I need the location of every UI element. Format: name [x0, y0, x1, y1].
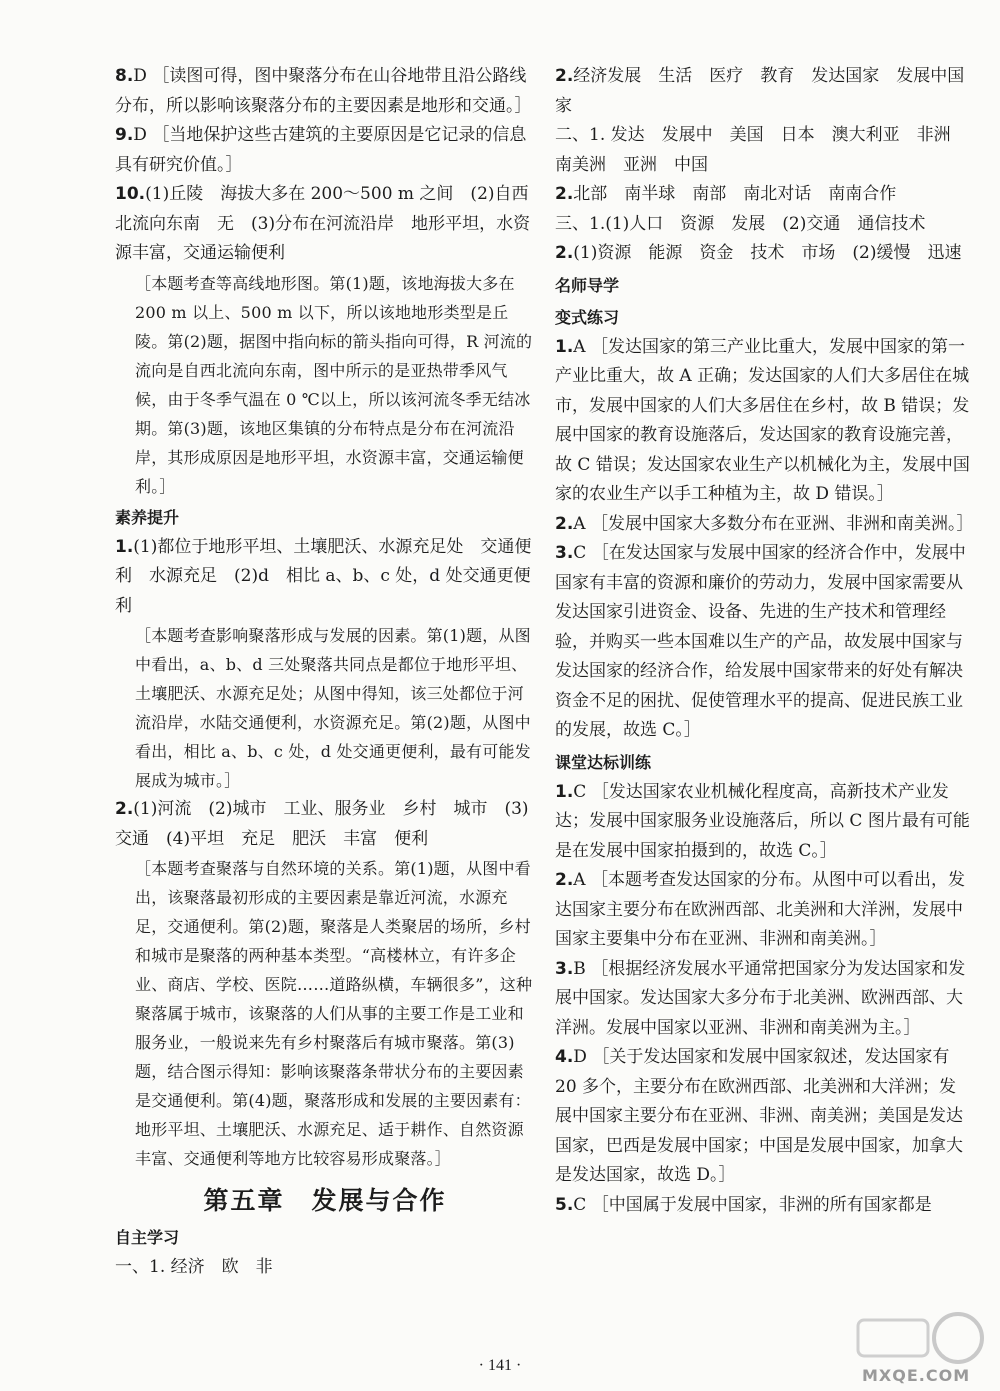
self-study-answer-1: 一、1. 经济 欧 非: [115, 1257, 273, 1277]
self-study-answer-5: 三、1.(1)人口 资源 发展 (2)交通 通信技术: [555, 213, 926, 234]
variant-answer-3: 3.C ［在发达国家与发展中国家的经济合作中，发展中国家有丰富的资源和廉价的劳动力，发展中国家需要从发达国家引进资金、设备、先进的生产技术和管理经验，并购买一些本国难以生产的产品，故发展中国家与发达国家的经济合作，给发展中国家带来的好处有解决资金不足的困扰、促使管理水平的提高、促进民族工业的发展，故选 C。］: [555, 543, 966, 740]
section-heading: 自主学习: [115, 1228, 180, 1247]
variant-answer-2: 2.A ［发展中国家大多数分布在亚洲、非洲和南美洲。］: [555, 513, 974, 534]
literacy-answer-2-explanation: ［本题考查聚落与自然环境的关系。第(1)题，从图中看出，该聚落最初形成的主要因素是靠近河流，水源充足，交通便利。第(2)题，聚落是人类聚居的场所，乡村和城市是聚落的两种基本类型。“高楼林立，有许多企业、商店、学校、医院……道路纵横，车辆很多”，这种聚落属于城市，该聚落的人们从事的主要工作是工业和服务业，一般说来先有乡村聚落后有城市聚落。第(3)题，结合图示得知：影响该聚落条带状分布的主要因素是交通便利。第(4)题，聚落形成和发展的主要因素有：地形平坦、土壤肥沃、水源充足、适于耕作、自然资源丰富、交通便利等地方比较容易形成聚落。］: [135, 859, 533, 1168]
answer-10: 10.(1)丘陵 海拔大多在 200～500 m 之间 (2)自西北流向东南 无 (3)分布在河流沿岸 地形平坦，水资源丰富，交通运输便利: [115, 184, 531, 263]
section-heading: 课堂达标训练: [555, 752, 652, 772]
literacy-answer-1-explanation: ［本题考查影响聚落形成与发展的因素。第(1)题，从图中看出，a、b、d 三处聚落共同点是都位于地形平坦、土壤肥沃、水源充足处；从图中得知，该三处都位于河流沿岸，水陆交通便利，水资源充足。第(2)题，从图中看出，相比 a、b、c 处，d 处交通更便利，最有可能发展成为城市。］: [135, 626, 531, 790]
class-answer-4: 4.D ［关于发达国家和发展中国家叙述，发达国家有 20 多个，主要分布在欧洲西部、北美洲和大洋洲；发展中国家主要分布在亚洲、非洲、南美洲；美国是发达国家，巴西是发展中国家；中国是发展中国家，加拿大是发达国家，故选 D。］: [555, 1047, 963, 1185]
self-study-answer-6: 2.(1)资源 能源 资金 技术 市场 (2)缓慢 迅速: [555, 243, 962, 263]
class-answer-1: 1.C ［发达国家农业机械化程度高，高新技术产业发达；发展中国家服务业设施落后，所以 C 图片最有可能是在发展中国家拍摄到的，故选 C。］: [555, 781, 970, 861]
variant-answer-1: 1.A ［发达国家的第三产业比重大，发展中国家的第一产业比重大，故 A 正确；发达国家的人们大多居住在城市，发展中国家的人们大多居住在乡村，故 B 错误；发展中国家的教育设施落后，发达国家的教育设施完善，故 C 错误；发达国家农业生产以机械化为主，发展中国家的农业生产以手工种植为主，故 D 错误。］: [555, 336, 970, 504]
section-heading: 素养提升: [115, 507, 180, 527]
page-number: · 141 ·: [478, 1357, 522, 1374]
left-column: [115, 62, 535, 1283]
right-column: [555, 62, 974, 1220]
section-heading: 变式练习: [555, 307, 620, 327]
class-answer-3: 3.B ［根据经济发展水平通常把国家分为发达国家和发展中国家。发达国家大多分布于北美洲、欧洲西部、大洋洲。发展中国家以亚洲、非洲和南美洲为主。］: [555, 958, 966, 1038]
literacy-answer-2: 2.(1)河流 (2)城市 工业、服务业 乡村 城市 (3)交通 (4)平坦 充足 肥沃 丰富 便利: [115, 799, 529, 849]
chapter-title: 第五章 发展与合作: [203, 1186, 447, 1215]
self-study-answer-3: 二、1. 发达 发展中 美国 日本 澳大利亚 非洲 南美洲 亚洲 中国: [555, 125, 968, 175]
literacy-answer-1: 1.(1)都位于地形平坦、土壤肥沃、水源充足处 交通便利 水源充足 (2)d 相比 a、b、c 处，d 处交通更便利: [115, 536, 532, 616]
self-study-answer-2: 2.经济发展 生活 医疗 教育 发达国家 发展中国家: [555, 66, 965, 116]
answer-10-explanation: ［本题考查等高线地形图。第(1)题，该地海拔大多在 200 m 以上、500 m 以下，所以该地地形类型是丘陵。第(2)题，据图中指向标的箭头指向可得，R 河流的流向是自西北流向东南，图中所示的是亚热带季风气候，由于冬季气温在 0 ℃以上，所以该河流冬季无结冰期。第(3)题，该地区集镇的分布特点是分布在河流沿岸，其形成原因是地形平坦，水资源丰富，交通运输便利。］: [135, 273, 533, 496]
class-answer-5: 5.C ［中国属于发展中国家，非洲的所有国家都是: [555, 1194, 932, 1215]
self-study-answer-4: 2.北部 南半球 南部 南北对话 南南合作: [555, 184, 897, 204]
answer-8: 8.D ［读图可得，图中聚落分布在山谷地带且沿公路线分布，所以影响该聚落分布的主要因素是地形和交通。］: [115, 66, 532, 116]
class-answer-2: 2.A ［本题考查发达国家的分布。从图中可以看出，发达国家主要分布在欧洲西部、北美洲和大洋洲，发展中国家主要集中分布在亚洲、非洲和南美洲。］: [555, 870, 965, 949]
answer-9: 9.D ［当地保护这些古建筑的主要原因是它记录的信息具有研究价值。］: [115, 125, 527, 175]
watermark-text: MXQE.COM: [862, 1366, 971, 1385]
section-heading: 名师导学: [555, 275, 620, 295]
